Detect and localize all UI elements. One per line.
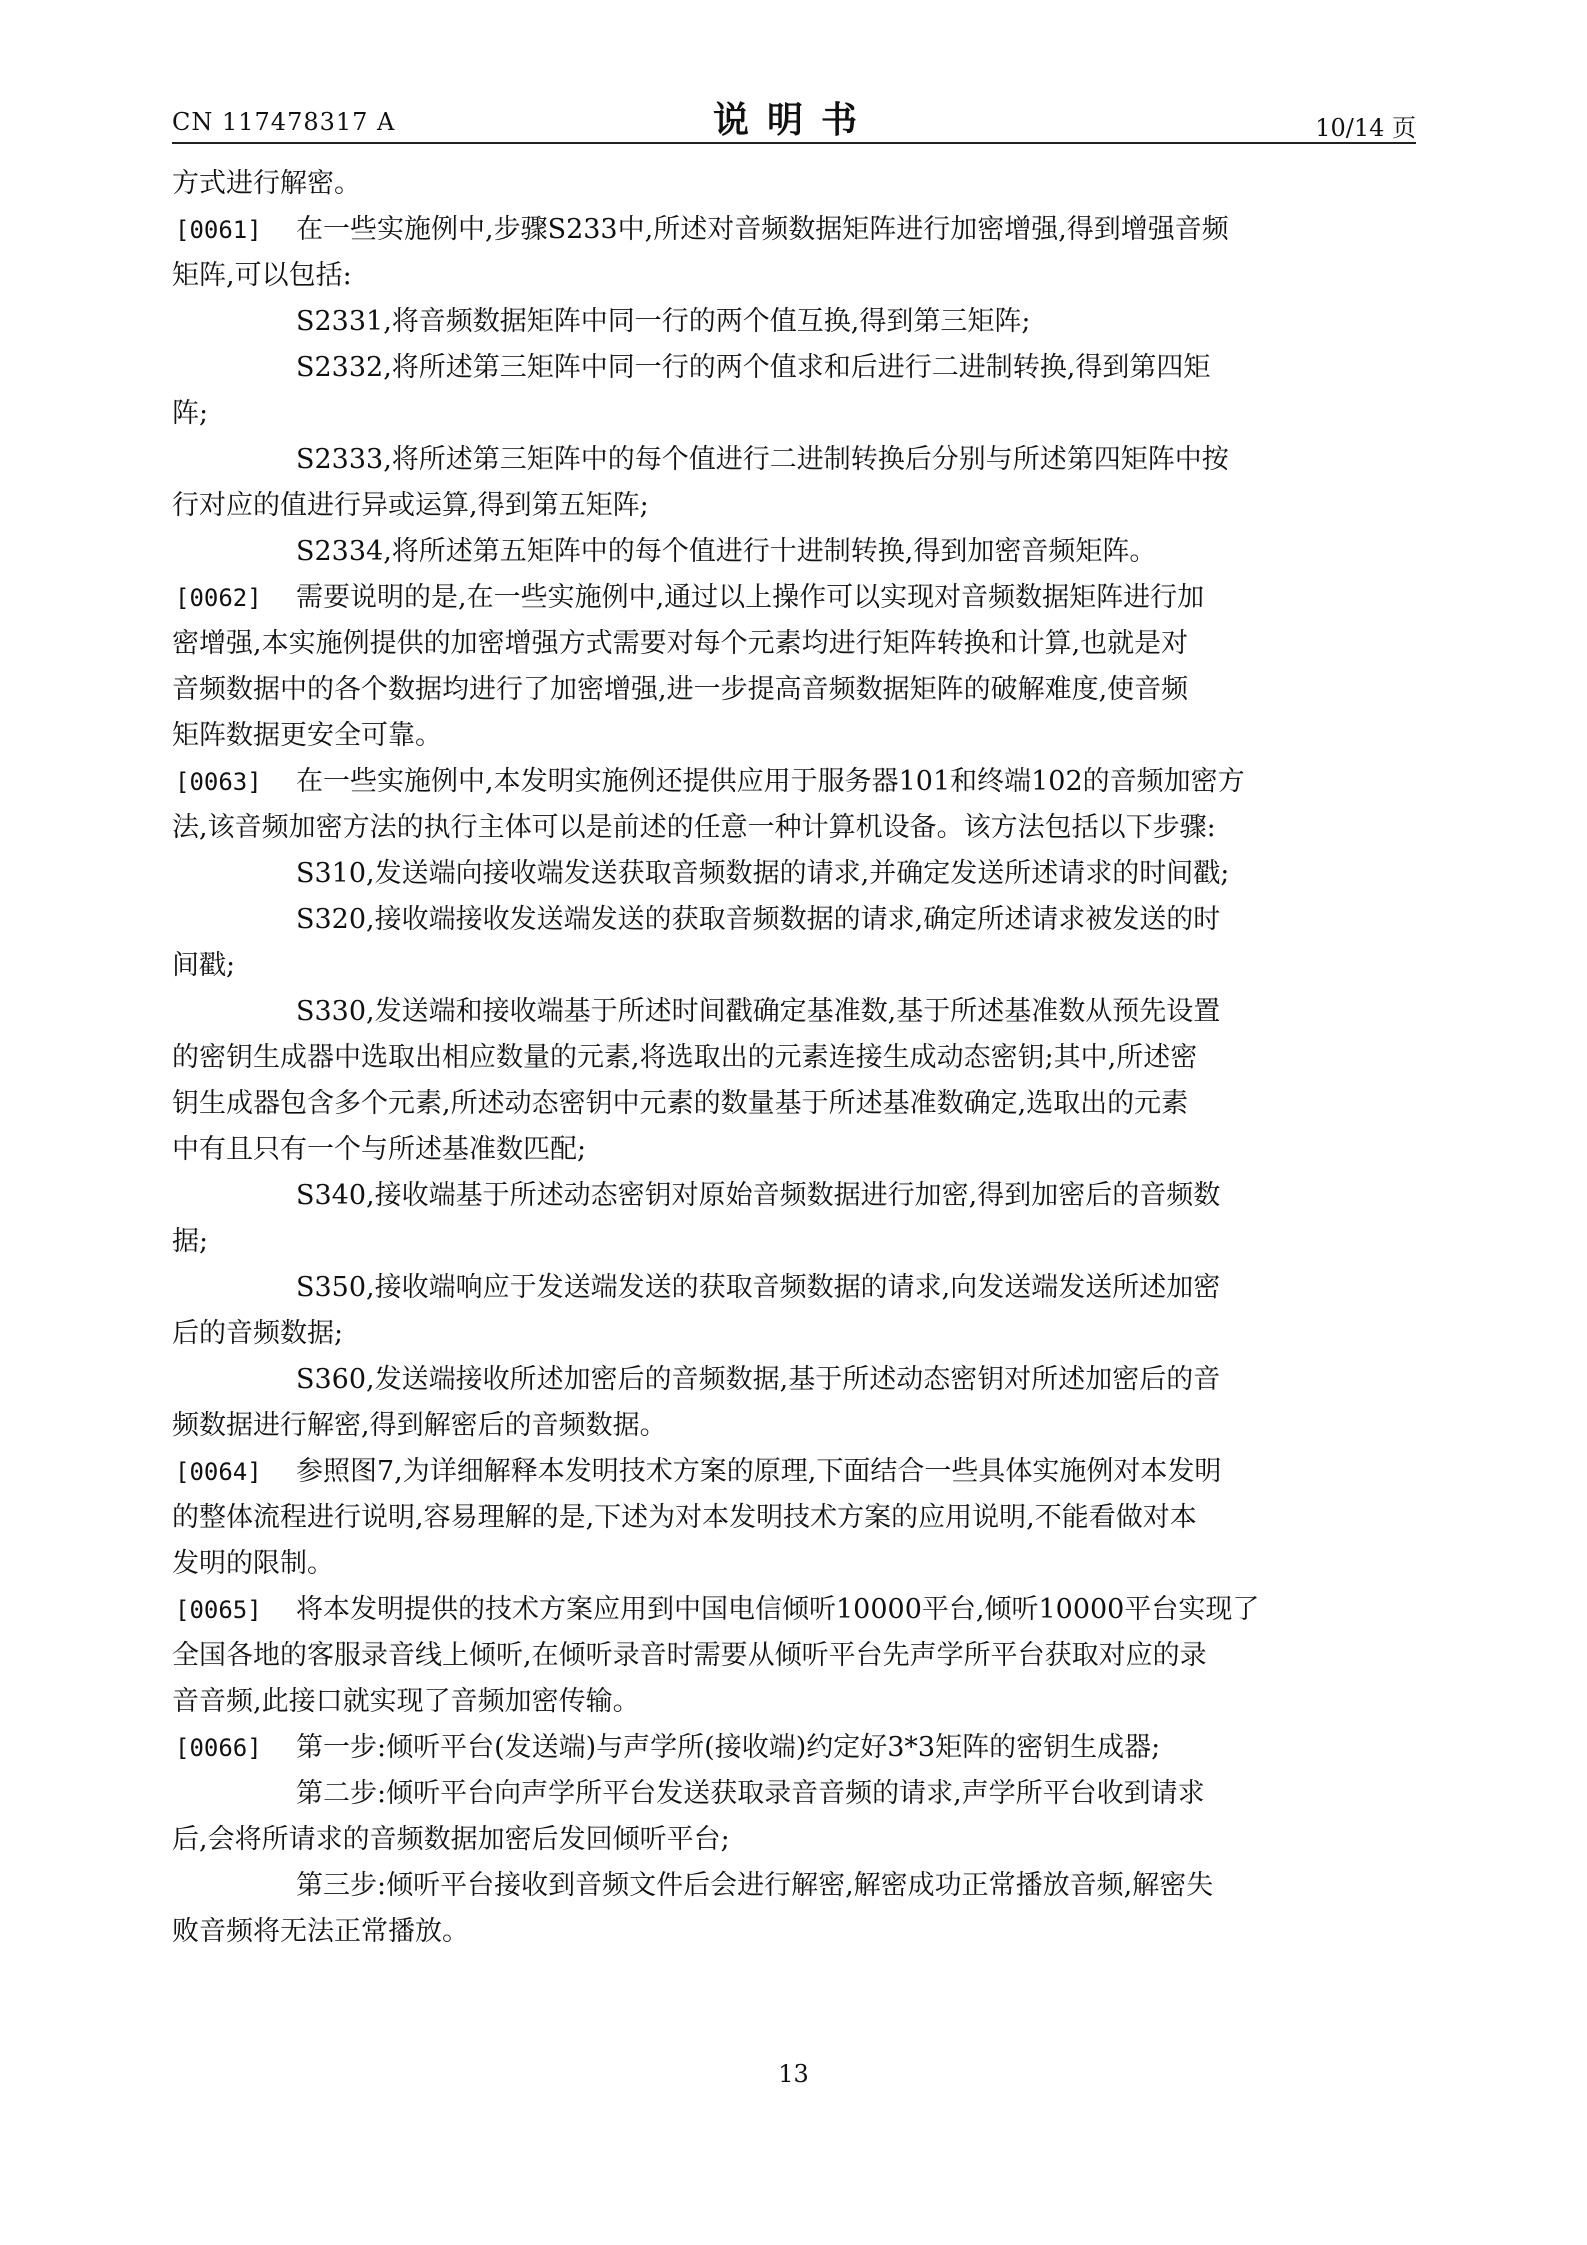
line-text: S310,发送端向接收端发送获取音频数据的请求,并确定发送所述请求的时间戳; (296, 858, 1230, 889)
line-text: 第三步:倾听平台接收到音频文件后会进行解密,解密成功正常播放音频,解密失 (296, 1870, 1214, 1901)
page-info: 10/14 页 (1315, 114, 1416, 142)
text-line (172, 1403, 1416, 1449)
line-text: S2333,将所述第三矩阵中的每个值进行二进制转换后分别与所述第四矩阵中按 (296, 444, 1229, 475)
page-header (172, 92, 1416, 142)
text-line (172, 253, 1416, 299)
line-text: 的整体流程进行说明,容易理解的是,下述为对本发明技术方案的应用说明,不能看做对本 (172, 1502, 1197, 1533)
paragraph-number: [0066] (175, 1734, 262, 1762)
line-text: 后,会将所请求的音频数据加密后发回倾听平台; (172, 1824, 730, 1855)
line-text: 矩阵,可以包括: (172, 260, 352, 291)
text-line (172, 897, 1416, 943)
line-text: 密增强,本实施例提供的加密增强方式需要对每个元素均进行矩阵转换和计算,也就是对 (172, 628, 1189, 659)
paragraph-number: [0065] (175, 1596, 262, 1624)
line-text: S2331,将音频数据矩阵中同一行的两个值互换,得到第三矩阵; (296, 306, 1031, 337)
text-line (172, 943, 1416, 989)
line-text: 据; (172, 1226, 209, 1257)
text-line (172, 207, 1416, 253)
text-line (172, 1035, 1416, 1081)
line-text: 钥生成器包含多个元素,所述动态密钥中元素的数量基于所述基准数确定,选取出的元素 (172, 1088, 1189, 1119)
text-line (172, 1909, 1416, 1955)
line-text: 在一些实施例中,步骤S233中,所述对音频数据矩阵进行加密增强,得到增强音频 (296, 214, 1229, 245)
line-text: 全国各地的客服录音线上倾听,在倾听录音时需要从倾听平台先声学所平台获取对应的录 (172, 1640, 1207, 1671)
line-text: 中有且只有一个与所述基准数匹配; (172, 1134, 587, 1165)
paragraph-number: [0061] (175, 216, 262, 244)
text-line (172, 1817, 1416, 1863)
line-text: 行对应的值进行异或运算,得到第五矩阵; (172, 490, 649, 521)
line-text: 发明的限制。 (172, 1548, 334, 1579)
line-text: 音频数据中的各个数据均进行了加密增强,进一步提高音频数据矩阵的破解难度,使音频 (172, 674, 1189, 705)
paragraph-number: [0063] (175, 768, 262, 796)
text-line (172, 529, 1416, 575)
text-line (172, 1173, 1416, 1219)
line-text: 将本发明提供的技术方案应用到中国电信倾听10000平台,倾听10000平台实现了 (296, 1594, 1260, 1625)
publication-number: CN 117478317 A (172, 108, 396, 136)
text-line (172, 1219, 1416, 1265)
line-text: S2332,将所述第三矩阵中同一行的两个值求和后进行二进制转换,得到第四矩 (296, 352, 1211, 383)
text-line (172, 621, 1416, 667)
line-text: S2334,将所述第五矩阵中的每个值进行十进制转换,得到加密音频矩阵。 (296, 536, 1157, 567)
text-line (172, 1633, 1416, 1679)
text-line (172, 1863, 1416, 1909)
text-line (172, 391, 1416, 437)
text-line (172, 713, 1416, 759)
text-line (172, 1771, 1416, 1817)
page-number: 13 (778, 2060, 809, 2088)
line-text: 在一些实施例中,本发明实施例还提供应用于服务器101和终端102的音频加密方 (296, 766, 1245, 797)
text-line (172, 1127, 1416, 1173)
line-text: 需要说明的是,在一些实施例中,通过以上操作可以实现对音频数据矩阵进行加 (296, 582, 1205, 613)
text-line (172, 1081, 1416, 1127)
line-text: S320,接收端接收发送端发送的获取音频数据的请求,确定所述请求被发送的时 (296, 904, 1221, 935)
text-line (172, 1541, 1416, 1587)
line-text: 频数据进行解密,得到解密后的音频数据。 (172, 1410, 667, 1441)
line-text: 方式进行解密。 (172, 168, 361, 199)
line-text: 间戳; (172, 950, 236, 981)
text-line (172, 989, 1416, 1035)
text-line (172, 1357, 1416, 1403)
text-line (172, 667, 1416, 713)
document-title: 说明书 (712, 99, 875, 141)
line-text: S350,接收端响应于发送端发送的获取音频数据的请求,向发送端发送所述加密 (296, 1272, 1221, 1303)
document-body (172, 161, 1416, 1955)
text-line (172, 851, 1416, 897)
line-text: 第二步:倾听平台向声学所平台发送获取录音音频的请求,声学所平台收到请求 (296, 1778, 1205, 1809)
line-text: 败音频将无法正常播放。 (172, 1916, 469, 1947)
paragraph-number: [0064] (175, 1458, 262, 1486)
text-line (172, 1679, 1416, 1725)
text-line (172, 805, 1416, 851)
line-text: 矩阵数据更安全可靠。 (172, 720, 442, 751)
line-text: 第一步:倾听平台(发送端)与声学所(接收端)约定好3*3矩阵的密钥生成器; (296, 1732, 1161, 1763)
text-line (172, 1495, 1416, 1541)
text-line (172, 575, 1416, 621)
line-text: 的密钥生成器中选取出相应数量的元素,将选取出的元素连接生成动态密钥;其中,所述密 (172, 1042, 1198, 1073)
text-line (172, 483, 1416, 529)
header-rule (172, 142, 1416, 144)
line-text: 阵; (172, 398, 209, 429)
line-text: 参照图7,为详细解释本发明技术方案的原理,下面结合一些具体实施例对本发明 (296, 1456, 1222, 1487)
text-line (172, 437, 1416, 483)
text-line (172, 759, 1416, 805)
text-line (172, 1311, 1416, 1357)
line-text: 法,该音频加密方法的执行主体可以是前述的任意一种计算机设备。该方法包括以下步骤: (172, 812, 1216, 843)
line-text: S330,发送端和接收端基于所述时间戳确定基准数,基于所述基准数从预先设置 (296, 996, 1221, 1027)
text-line (172, 1587, 1416, 1633)
line-text: S360,发送端接收所述加密后的音频数据,基于所述动态密钥对所述加密后的音 (296, 1364, 1221, 1395)
text-line (172, 1265, 1416, 1311)
text-line (172, 161, 1416, 207)
text-line (172, 345, 1416, 391)
line-text: 后的音频数据; (172, 1318, 344, 1349)
text-line (172, 1449, 1416, 1495)
text-line (172, 299, 1416, 345)
paragraph-number: [0062] (175, 584, 262, 612)
line-text: 音音频,此接口就实现了音频加密传输。 (172, 1686, 640, 1717)
text-line (172, 1725, 1416, 1771)
line-text: S340,接收端基于所述动态密钥对原始音频数据进行加密,得到加密后的音频数 (296, 1180, 1221, 1211)
